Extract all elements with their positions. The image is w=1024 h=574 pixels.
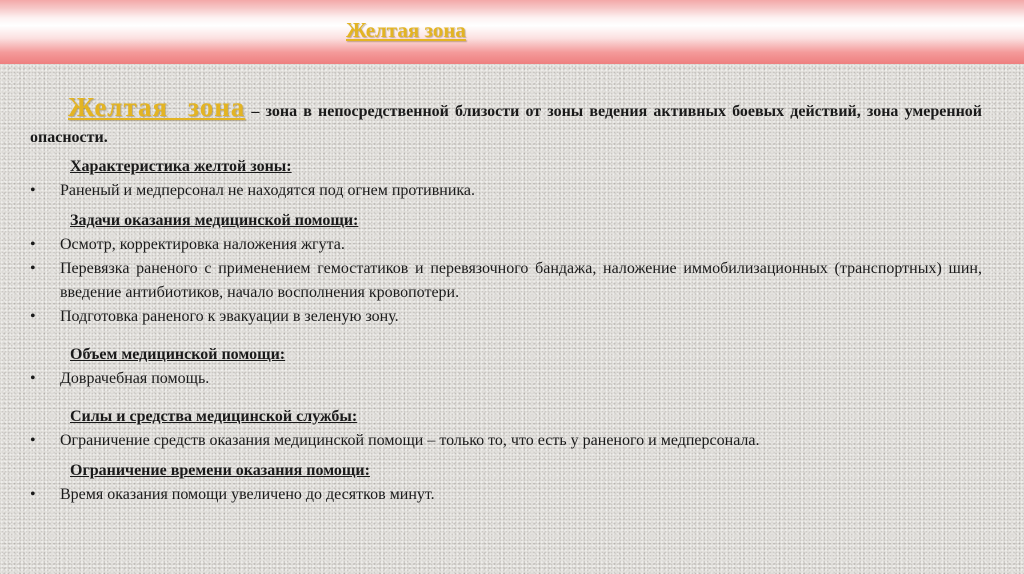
section-heading-time-limit: Ограничение времени оказания помощи: [70, 462, 370, 479]
list-item-text: Ограничение средств оказания медицинской помощи – только то, что есть у раненого и медперсонала. [60, 432, 760, 449]
section-heading-scope: Объем медицинской помощи: [70, 346, 286, 363]
list-item [30, 367, 982, 391]
list-item [30, 429, 982, 453]
bullet-icon: • [30, 236, 36, 253]
list-item-text: Перевязка раненого с применением гемостатиков и перевязочного бандажа, наложение иммобилизационных (транспортных) шин, введение антибиотиков, начало восполнения кровопотери. [60, 260, 982, 301]
bullet-icon: • [30, 370, 36, 387]
slide-content [30, 94, 982, 513]
characteristics-list [30, 179, 982, 203]
list-item-text: Доврачебная помощь. [60, 370, 210, 387]
time-limit-list [30, 483, 982, 507]
section-heading-resources: Силы и средства медицинской службы: [70, 408, 358, 425]
list-item-text: Осмотр, корректировка наложения жгута. [60, 236, 345, 253]
section-heading-tasks: Задачи оказания медицинской помощи: [70, 212, 359, 229]
zone-term: Желтая зона [68, 92, 246, 122]
list-item [30, 483, 982, 507]
slide-title: Желтая зона [346, 18, 466, 42]
intro-paragraph [30, 94, 982, 151]
bullet-icon: • [30, 432, 36, 449]
section-heading-characteristics: Характеристика желтой зоны: [70, 158, 292, 175]
list-item-text: Время оказания помощи увеличено до десятков минут. [60, 486, 435, 503]
list-item [30, 257, 982, 305]
list-item [30, 233, 982, 257]
header-band [0, 0, 1024, 64]
bullet-icon: • [30, 182, 36, 199]
list-item-text: Раненый и медперсонал не находятся под огнем противника. [60, 182, 476, 199]
list-item-text: Подготовка раненого к эвакуации в зеленую зону. [60, 308, 399, 325]
bullet-icon: • [30, 486, 36, 503]
list-item [30, 305, 982, 329]
tasks-list [30, 233, 982, 329]
bullet-icon: • [30, 260, 36, 277]
scope-list [30, 367, 982, 391]
bullet-icon: • [30, 308, 36, 325]
zone-definition: – зона в непосредственной близости от зоны ведения активных боевых действий, зона умеренной опасности. [30, 103, 983, 146]
list-item [30, 179, 982, 203]
resources-list [30, 429, 982, 453]
